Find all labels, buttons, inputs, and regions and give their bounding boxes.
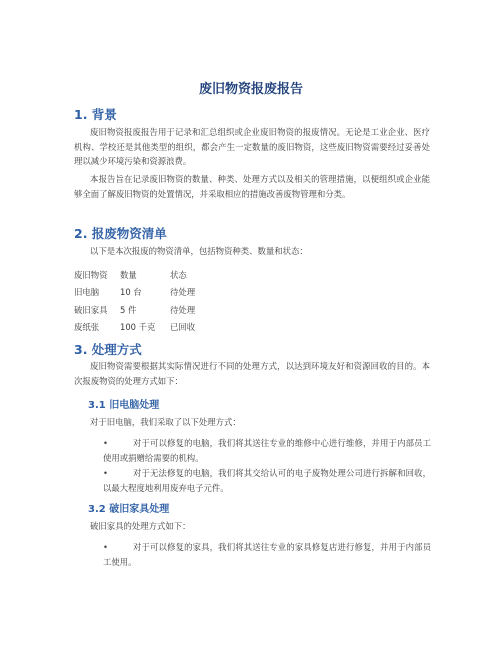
table-header-cell: 数量 [120, 269, 137, 280]
paragraph-scrap-list-intro: 以下是本次报废的物资清单，包括物资种类、数量和状态： [90, 246, 308, 256]
paragraph-old-computers-intro: 对于旧电脑，我们采取了以下处理方式： [90, 417, 241, 427]
table-cell: 100 千克 [120, 322, 156, 333]
list-item-text: 对于可以修复的电脑，我们将其送往专业的维修中心进行维修，并用于内部员工使用或捐赠给需要的机构。 [103, 438, 431, 463]
section-heading-disposal: 3. 处理方式 [74, 342, 142, 357]
table-cell: 5 件 [120, 304, 137, 315]
paragraph-background-2: 本报告旨在记录废旧物资的数量、种类、处理方式以及相关的管理措施，以便组织或企业能够全面了解废旧物资的处置情况，并采取相应的措施改善废物管理和分类。 [74, 174, 430, 199]
table-header-cell: 废旧物资 [74, 269, 108, 280]
bullet-icon: • [103, 468, 108, 478]
list-item [103, 466, 431, 495]
table-header-row [74, 266, 230, 284]
table-header-cell: 状态 [170, 269, 187, 280]
table-row [74, 319, 230, 337]
bullet-icon: • [103, 438, 108, 448]
table-row [74, 301, 230, 319]
paragraph-disposal-intro: 废旧物资需要根据其实际情况进行不同的处理方式，以达到环境友好和资源回收的目的。本次报废物资的处理方式如下： [74, 361, 430, 386]
document-title: 废旧物资报废报告 [198, 82, 303, 97]
table-cell: 废纸张 [74, 322, 100, 333]
paragraph-old-furniture-intro: 破旧家具的处理方式如下： [90, 521, 191, 531]
table-cell: 破旧家具 [74, 304, 108, 315]
table-cell: 10 台 [120, 287, 142, 298]
list-item [103, 540, 431, 569]
paragraph-background-1: 废旧物资报废报告用于记录和汇总组织或企业废旧物资的报废情况。无论是工业企业、医疗机构、学校还是其他类型的组织，都会产生一定数量的废旧物资，这些废旧物资需要经过妥善处理以减少环境污染和资源浪费。 [74, 127, 430, 166]
list-item-text: 对于可以修复的家具，我们将其送往专业的家具修复店进行修复，并用于内部员工使用。 [103, 542, 431, 567]
table-cell: 待处理 [170, 304, 196, 315]
list-item [103, 436, 431, 465]
table-cell: 待处理 [170, 287, 196, 298]
bullet-icon: • [103, 542, 108, 552]
subsection-heading-old-computers: 3.1 旧电脑处理 [88, 400, 160, 411]
list-item-text: 对于无法修复的电脑，我们将其交给认可的电子废物处理公司进行拆解和回收，以最大程度地利用废弃电子元件。 [103, 468, 431, 493]
section-heading-background: 1. 背景 [74, 107, 117, 122]
subsection-heading-old-furniture: 3.2 破旧家具处理 [88, 504, 170, 515]
table-row [74, 284, 230, 302]
section-heading-scrap-list: 2. 报废物资清单 [74, 226, 167, 241]
table-cell: 已回收 [170, 322, 196, 333]
scrap-items-table [74, 266, 230, 336]
table-cell: 旧电脑 [74, 287, 100, 298]
